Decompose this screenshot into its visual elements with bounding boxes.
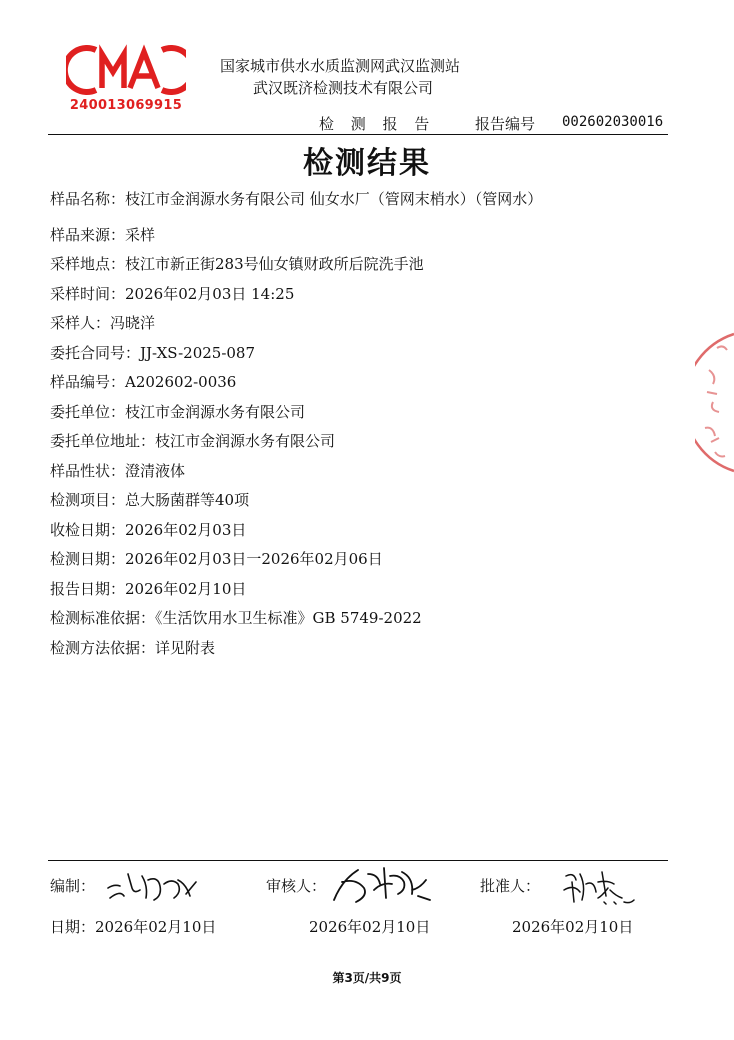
document-title: 检测结果	[303, 146, 431, 181]
field-value: 《生活饮用水卫生标准》GB 5749-2022	[155, 609, 422, 627]
field-label: 委托合同号：	[50, 344, 141, 362]
field-label: 收检日期：	[50, 521, 126, 539]
approver-date: 2026年02月10日	[512, 918, 634, 936]
field-report-date	[50, 579, 246, 599]
field-label: 样品名称：	[50, 190, 126, 208]
field-sample-name	[50, 189, 542, 209]
reviewer-signature	[328, 860, 438, 908]
field-value: 2026年02月03日一2026年02月06日	[125, 550, 383, 568]
approver-label: 批准人：	[480, 877, 541, 895]
cma-certificate-number: 240013069915	[69, 98, 183, 113]
field-value: 冯晓洋	[110, 314, 156, 332]
field-label: 采样地点：	[50, 255, 126, 273]
field-label: 采样人：	[50, 314, 111, 332]
field-sample-appearance	[50, 461, 185, 481]
field-label: 样品性状：	[50, 462, 126, 480]
field-label: 样品来源：	[50, 226, 126, 244]
field-label: 样品编号：	[50, 373, 126, 391]
header-divider	[48, 134, 668, 135]
field-client	[50, 402, 305, 422]
field-label: 采样时间：	[50, 285, 126, 303]
field-value: 详见附表	[155, 639, 216, 657]
organization-name-line-2: 武汉既济检测技术有限公司	[253, 79, 434, 97]
field-client-address	[50, 431, 335, 451]
editor-signature	[104, 864, 204, 906]
organization-name-line-1: 国家城市供水水质监测网武汉监测站	[220, 57, 461, 75]
reviewer-label: 审核人：	[266, 877, 327, 895]
field-contract-number	[50, 343, 255, 363]
page-number: 第3页/共9页	[332, 971, 402, 985]
field-sampler	[50, 313, 155, 333]
seal-stamp-fragment	[695, 330, 734, 475]
field-test-date	[50, 549, 383, 569]
field-receipt-date	[50, 520, 246, 540]
field-test-method	[50, 638, 215, 658]
field-value: 总大肠菌群等40项	[125, 491, 250, 509]
report-number-label: 报告编号	[475, 115, 536, 133]
report-number: 002602030016	[562, 114, 664, 130]
field-test-standard	[50, 608, 422, 628]
field-value: 枝江市金润源水务有限公司	[125, 403, 306, 421]
field-value: 枝江市金润源水务有限公司 仙女水厂（管网末梢水）（管网水）	[125, 190, 543, 208]
reviewer-date: 2026年02月10日	[309, 918, 431, 936]
editor-date-line	[50, 916, 216, 937]
field-sample-source	[50, 225, 155, 245]
field-value: 枝江市金润源水务有限公司	[155, 432, 336, 450]
field-value: 2026年02月03日 14:25	[125, 285, 295, 303]
field-value: 2026年02月10日	[125, 580, 247, 598]
field-label: 委托单位地址：	[50, 432, 156, 450]
field-sample-number	[50, 372, 236, 392]
report-label: 检 测 报 告	[319, 115, 436, 133]
field-label: 检测方法依据：	[50, 639, 156, 657]
field-label: 检测项目：	[50, 491, 126, 509]
field-label: 检测日期：	[50, 550, 126, 568]
field-label: 检测标准依据：	[50, 609, 156, 627]
cma-logo-graphic	[66, 40, 186, 100]
field-sampling-location	[50, 254, 424, 274]
field-value: A202602-0036	[125, 373, 237, 391]
field-label: 委托单位：	[50, 403, 126, 421]
approver-signature	[558, 864, 644, 908]
field-label: 报告日期：	[50, 580, 126, 598]
field-value: 枝江市新正街283号仙女镇财政所后院洗手池	[125, 255, 424, 273]
field-value: JJ-XS-2025-087	[140, 344, 256, 362]
field-test-items	[50, 490, 249, 510]
editor-date: 2026年02月10日	[95, 918, 217, 936]
date-label: 日期：	[50, 918, 96, 936]
field-value: 澄清液体	[125, 462, 186, 480]
field-sampling-time	[50, 284, 294, 304]
field-value: 2026年02月03日	[125, 521, 247, 539]
editor-label: 编制：	[50, 877, 96, 895]
field-value: 采样	[125, 226, 156, 244]
